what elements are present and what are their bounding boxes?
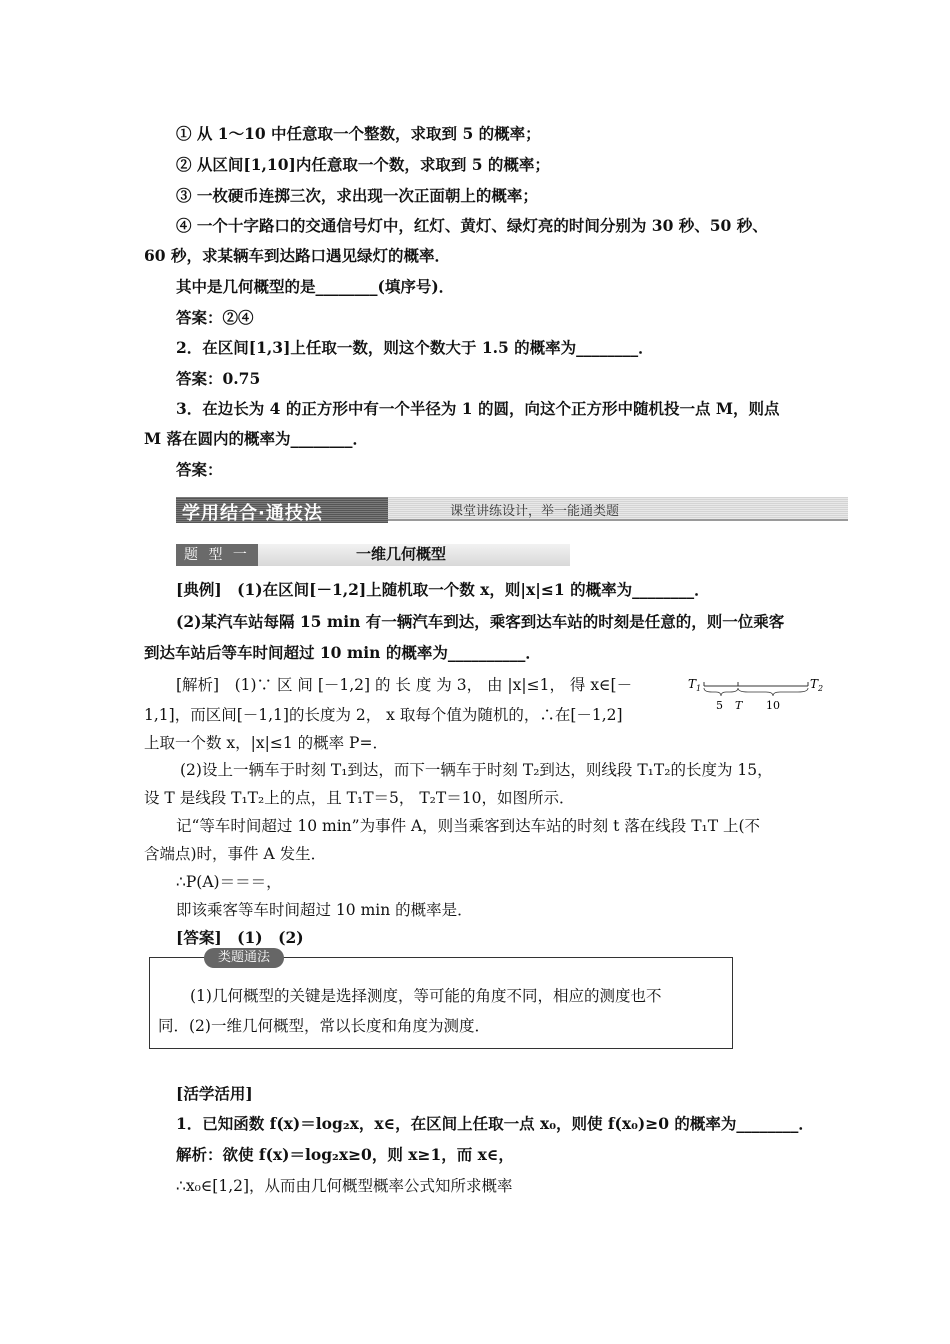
line-3: ③ 一枚硬币连掷三次，求出现一次正面朝上的概率； <box>176 186 538 205</box>
solution-1: [解析] (1)∵ 区 间 [－1,2] 的 长 度 为 3， 由 |x|≤1， 得 x∈[－ <box>176 676 633 694</box>
practice-solution-2: ∴x₀∈[1,2]，从而由几何概型概率公式知所求概率 <box>176 1177 513 1195</box>
diagram-t1-label: $T_1$ <box>688 677 702 693</box>
summary-line-1: (1)几何概型的关键是选择测度，等可能的角度不同，相应的测度也不 <box>190 987 662 1005</box>
example-2-cont: 到达车站后等车时间超过 10 min 的概率为__________． <box>144 643 541 662</box>
solution-8: ∴P(A)＝＝＝， <box>176 873 282 891</box>
banner-left-panel <box>176 497 388 523</box>
summary-line-2: 同．(2)一维几何概型，常以长度和角度为测度． <box>158 1017 490 1035</box>
line-5: 60 秒，求某辆车到达路口遇见绿灯的概率． <box>144 246 450 265</box>
practice-heading: [活学活用] <box>176 1084 253 1103</box>
solution-3: 上取一个数 x，|x|≤1 的概率 P=． <box>144 734 388 752</box>
diagram-ten-label: 10 <box>766 699 780 712</box>
diagram-t-label: T <box>735 699 743 712</box>
summary-tag: 类题通法 <box>204 948 284 968</box>
solution-6: 记“等车时间超过 10 min”为事件 A，则当乘客到达车站的时刻 t 落在线段 T₁T 上(不 <box>176 817 761 835</box>
question-3: 3．在边长为 4 的正方形中有一个半径为 1 的圆，向这个正方形中随机投一点 M，则点 <box>176 399 780 418</box>
solution-9: 即该乘客等车时间超过 10 min 的概率是． <box>176 901 473 919</box>
answer-2: 答案：0.75 <box>176 369 261 388</box>
practice-solution-1: 解析：欲使 f(x)＝log₂x≥0，则 x≥1，而 x∈， <box>176 1145 514 1164</box>
question-2: 2．在区间[1,3]上任取一数，则这个数大于 1.5 的概率为________． <box>176 338 654 357</box>
line-4: ④ 一个十字路口的交通信号灯中，红灯、黄灯、绿灯亮的时间分别为 30 秒、50 秒、 <box>176 216 768 235</box>
summary-box <box>149 950 733 1049</box>
diagram-t2-label: $T_2$ <box>810 677 823 693</box>
banner-subtitle: 课堂讲练设计，举一能通类题 <box>450 504 620 519</box>
answer-3: 答案： <box>176 460 223 479</box>
type-heading-bar <box>176 543 570 567</box>
diagram-brace-5 <box>704 688 738 696</box>
solution-4: (2)设上一辆车于时刻 T₁到达，而下一辆车于时刻 T₂到达，则线段 T₁T₂的长度为 15， <box>180 761 773 779</box>
line-6: 其中是几何概型的是________(填序号)． <box>176 277 455 296</box>
banner-right-panel <box>388 497 848 521</box>
question-3-cont: M 落在圆内的概率为________． <box>144 429 369 448</box>
diagram-five-label: 5 <box>716 699 723 712</box>
answer-1: 答案：②④ <box>176 308 254 327</box>
solution-5: 设 T 是线段 T₁T₂上的点，且 T₁T＝5， T₂T＝10，如图所示． <box>144 789 575 807</box>
diagram-brace-10 <box>738 688 808 696</box>
practice-1: 1．已知函数 f(x)＝log₂x，x∈，在区间上任取一点 x₀，则使 f(x₀)≥0 的概率为________． <box>176 1114 814 1133</box>
type-tag: 题 型 一 <box>176 544 258 566</box>
example-answer: [答案] (1) (2) <box>176 928 304 947</box>
solution-7: 含端点)时，事件 A 发生． <box>144 845 327 863</box>
example-1: [典例] (1)在区间[－1,2]上随机取一个数 x，则|x|≤1 的概率为________． <box>176 580 710 599</box>
banner-title: 学用结合·通技法 <box>182 503 323 524</box>
line-2: ② 从区间[1,10]内任意取一个数，求取到 5 的概率； <box>176 155 550 174</box>
example-2: (2)某汽车站每隔 15 min 有一辆汽车到达，乘客到达车站的时刻是任意的，则一位乘客 <box>176 612 785 631</box>
type-title: 一维几何概型 <box>356 545 447 563</box>
line-1: ① 从 1～10 中任意取一个整数，求取到 5 的概率； <box>176 124 541 143</box>
segment-diagram <box>688 676 823 716</box>
solution-2: 1,1]，而区间[－1,1]的长度为 2， x 取每个值为随机的，∴在[－1,2] <box>144 706 623 724</box>
section-banner <box>176 497 848 523</box>
